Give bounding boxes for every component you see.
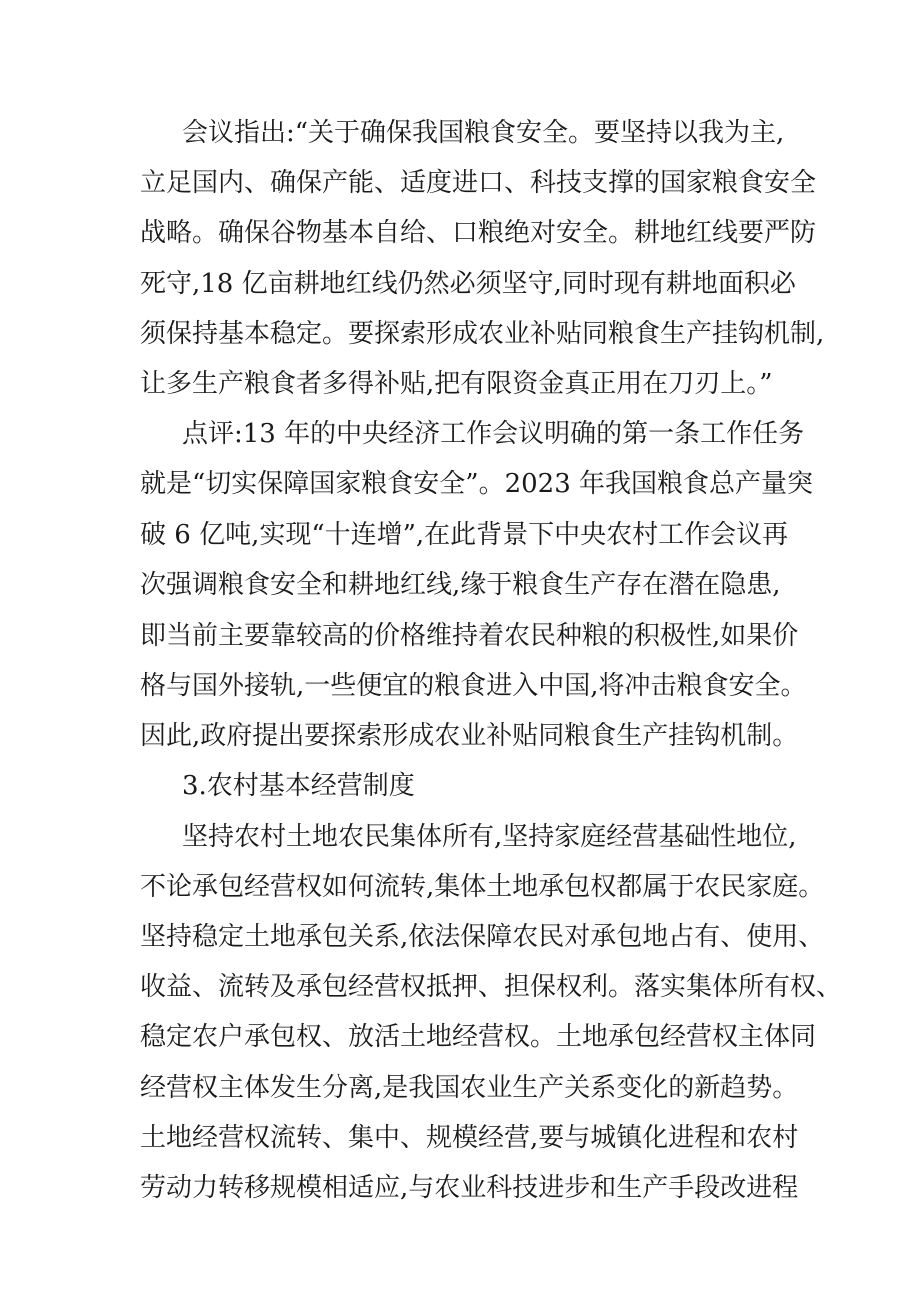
text-line: 让多生产粮食者多得补贴,把有限资金真正用在刀刃上。” [140, 369, 773, 399]
text-line: 会议指出:“关于确保我国粮食安全。要坚持以我为主, [182, 118, 785, 148]
text-line: 稳定农户承包权、放活土地经营权。土地承包经营权主体同 [140, 1022, 817, 1052]
text-line: 战略。确保谷物基本自给、口粮绝对安全。耕地红线要严防 [140, 218, 817, 248]
text-line: 死守,18 亿亩耕地红线仍然必须坚守,同时现有耕地面积必 [140, 269, 796, 299]
text-line: 格与国外接轨,一些便宜的粮食进入中国,将冲击粮食安全。 [140, 671, 807, 701]
section-heading: 3.农村基本经营制度 [182, 771, 415, 801]
text-line: 经营权主体发生分离,是我国农业生产关系变化的新趋势。 [140, 1073, 799, 1103]
text-line: 劳动力转移规模相适应,与农业科技进步和生产手段改进程 [140, 1173, 799, 1203]
text-line: 收益、流转及承包经营权抵押、担保权利。落实集体所有权、 [140, 972, 843, 1002]
text-line: 土地经营权流转、集中、规模经营,要与城镇化进程和农村 [140, 1123, 799, 1153]
text-line: 破 6 亿吨,实现“十连增”,在此背景下中央农村工作会议再 [140, 520, 789, 550]
text-line: 就是“切实保障国家粮食安全”。2023 年我国粮食总产量突 [140, 469, 814, 499]
text-line: 坚持稳定土地承包关系,依法保障农民对承包地占有、使用、 [140, 922, 825, 952]
text-line: 点评:13 年的中央经济工作会议明确的第一条工作任务 [182, 419, 805, 449]
text-line: 立足国内、确保产能、适度进口、科技支撑的国家粮食安全 [140, 168, 817, 198]
text-line: 坚持农村土地农民集体所有,坚持家庭经营基础性地位, [182, 822, 797, 852]
text-line: 不论承包经营权如何流转,集体土地承包权都属于农民家庭。 [140, 872, 825, 902]
text-line: 因此,政府提出要探索形成农业补贴同粮食生产挂钩机制。 [140, 721, 799, 751]
text-line: 即当前主要靠较高的价格维持着农民种粮的积极性,如果价 [140, 621, 799, 651]
text-line: 次强调粮食安全和耕地红线,缘于粮食生产存在潜在隐患, [140, 570, 781, 600]
text-line: 须保持基本稳定。要探索形成农业补贴同粮食生产挂钩机制, [140, 319, 825, 349]
